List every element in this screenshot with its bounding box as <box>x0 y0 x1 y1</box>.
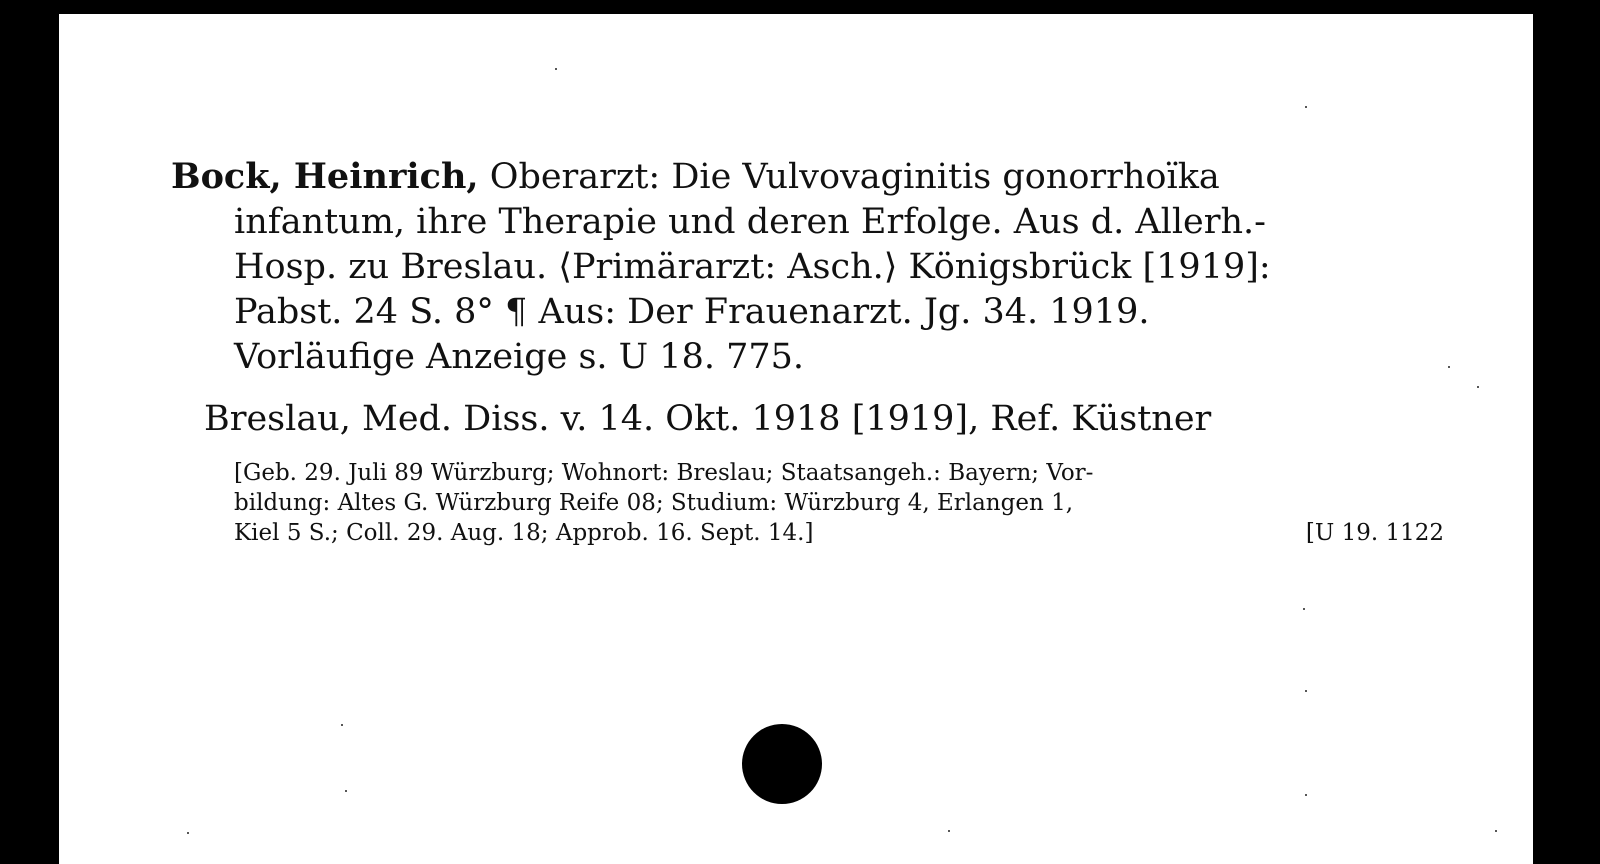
bio-line-1: [Geb. 29. Juli 89 Würzburg; Wohnort: Breslau; Staatsangeh.: Bayern; Vor- <box>234 460 1094 486</box>
catalog-card <box>59 14 1533 864</box>
punch-hole <box>742 724 822 804</box>
dissertation-line: Breslau, Med. Diss. v. 14. Okt. 1918 [1919], Ref. Küstner <box>204 399 1212 439</box>
speck <box>555 68 557 70</box>
entry-line-2: infantum, ihre Therapie und deren Erfolge. Aus d. Allerh.- <box>234 202 1266 242</box>
speck <box>1305 690 1307 692</box>
bio-line-3 <box>234 518 1444 548</box>
speck <box>1303 608 1305 610</box>
speck <box>1305 106 1307 108</box>
speck <box>1305 794 1307 796</box>
biographical-note <box>234 458 1444 548</box>
entry-line-3: Hosp. zu Breslau. ⟨Primärarzt: Asch.⟩ Königsbrück [1919]: <box>234 247 1271 287</box>
bio-line-3-text: Kiel 5 S.; Coll. 29. Aug. 18; Approb. 16. Sept. 14.] <box>234 520 814 546</box>
speck <box>1477 386 1479 388</box>
entry-line-4: Pabst. 24 S. 8° ¶ Aus: Der Frauenarzt. Jg. 34. 1919. <box>234 292 1150 332</box>
reference-number: [U 19. 1122 <box>1305 520 1444 546</box>
speck <box>345 790 347 792</box>
bio-line-2: bildung: Altes G. Würzburg Reife 08; Studium: Würzburg 4, Erlangen 1, <box>234 490 1074 516</box>
speck <box>948 830 950 832</box>
author-name: Bock, Heinrich, <box>171 156 479 197</box>
speck <box>1495 830 1497 832</box>
entry-line-1 <box>171 154 1461 200</box>
speck <box>341 724 343 726</box>
speck <box>187 832 189 834</box>
entry-text: Oberarzt: Die Vulvovaginitis gonorrhoïka <box>478 157 1220 197</box>
bibliographic-entry <box>171 154 1461 380</box>
entry-line-5: Vorläufige Anzeige s. U 18. 775. <box>234 337 805 377</box>
